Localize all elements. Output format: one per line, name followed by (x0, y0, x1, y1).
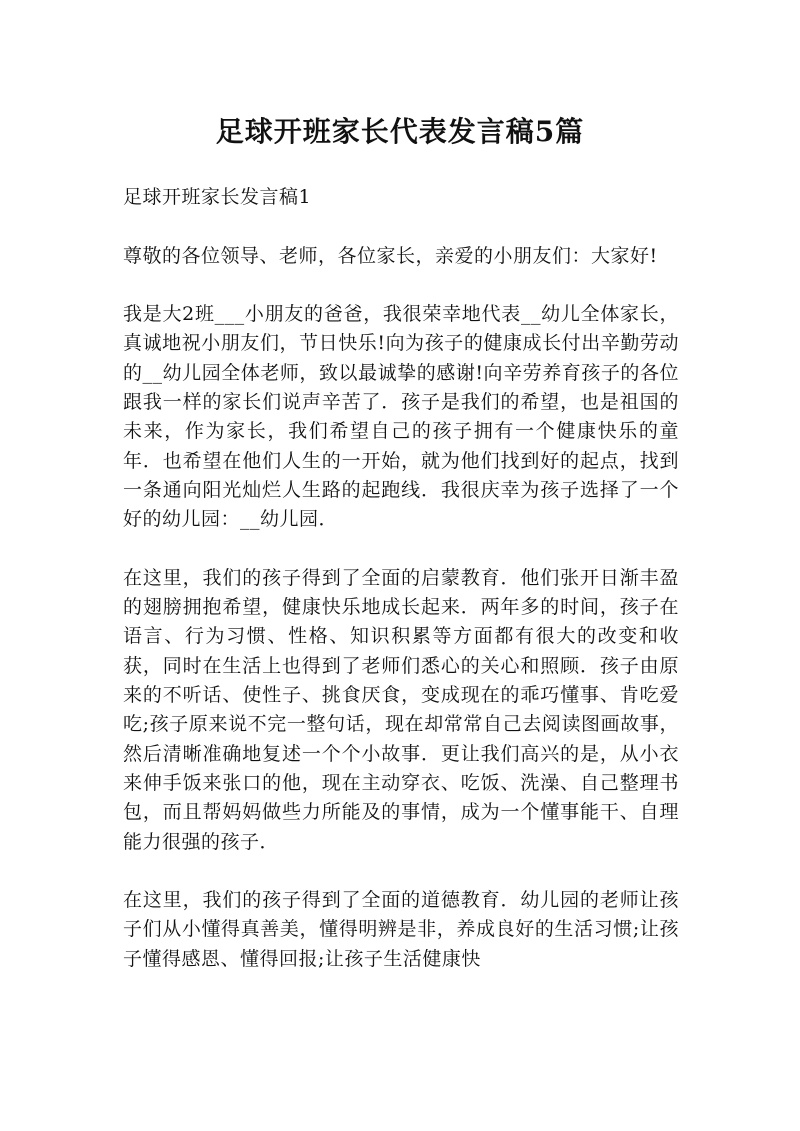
document-body (123, 183, 679, 1003)
paragraph-greeting: 尊敬的各位领导、老师，各位家长，亲爱的小朋友们：大家好! (123, 244, 658, 267)
paragraph-enlightenment-education: 在这里，我们的孩子得到了全面的启蒙教育．他们张开日渐丰盈的翅膀拥抱希望，健康快乐地成长起来．两年多的时间，孩子在语言、行为习惯、性格、知识积累等方面都有很大的改变和收获，同时在生活上也得到了老师们悉心的关心和照顾．孩子由原来的不听话、使性子、挑食厌食，变成现在的乖巧懂事、肯吃爱吃;孩子原来说不完一整句话，现在却常常自己去阅读图画故事，然后清晰准确地复述一个个小故事．更让我们高兴的是，从小衣来伸手饭来张口的他，现在主动穿衣、吃饭、洗澡、自己整理书包，而且帮妈妈做些力所能及的事情，成为一个懂事能干、自理能力很强的孩子． (123, 566, 679, 853)
paragraph-moral-education: 在这里，我们的孩子得到了全面的道德教育．幼儿园的老师让孩子们从小懂得真善美，懂得明辨是非，养成良好的生活习惯;让孩子懂得感恩、懂得回报;让孩子生活健康快 (123, 889, 679, 970)
section-heading: 足球开班家长发言稿1 (123, 186, 312, 208)
document-title: 足球开班家长代表发言稿5篇 (215, 115, 585, 148)
paragraph-introduction: 我是大2班___小朋友的爸爸，我很荣幸地代表__幼儿全体家长，真诚地祝小朋友们，节日快乐!向为孩子的健康成长付出辛勤劳动的__幼儿园全体老师，致以最诚挚的感谢!向辛劳养育孩子的各位跟我一样的家长们说声辛苦了．孩子是我们的希望，也是祖国的未来，作为家长，我们希望自己的孩子拥有一个健康快乐的童年．也希望在他们人生的一开始，就为他们找到好的起点，找到一条通向阳光灿烂人生路的起跑线．我很庆幸为孩子选择了一个好的幼儿园：__幼儿园． (123, 303, 679, 531)
